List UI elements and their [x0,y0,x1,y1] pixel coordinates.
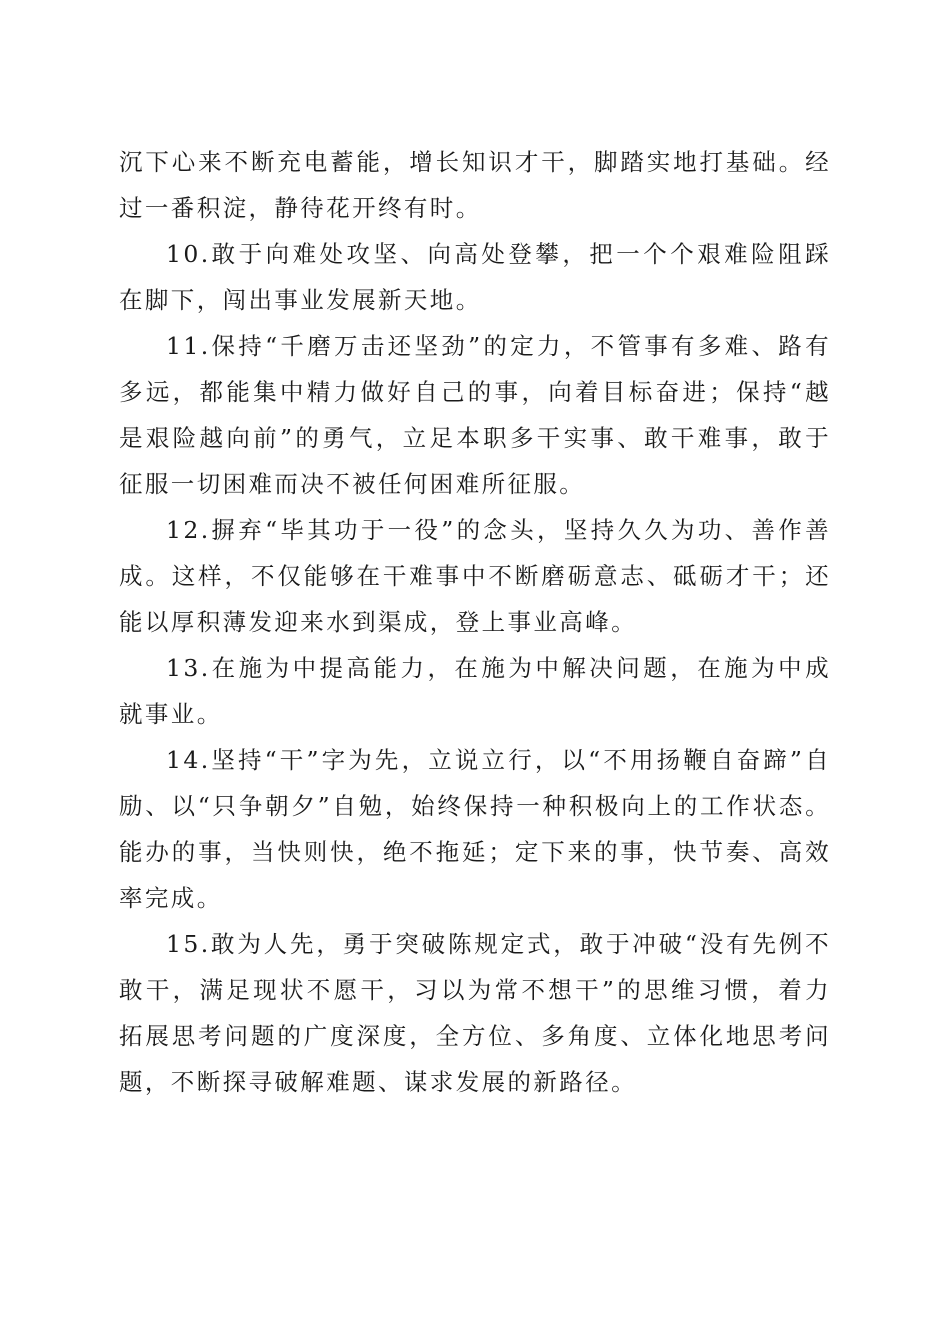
paragraph-continued: 沉下心来不断充电蓄能，增长知识才干，脚踏实地打基础。经过一番积淀，静待花开终有时。 [119,148,831,222]
paragraph-item-12: 12.摒弃“毕其功于一役”的念头，坚持久久为功、善作善成。这样，不仅能够在干难事中不断磨砺意志、砥砺才干；还能以厚积薄发迎来水到渠成，登上事业高峰。 [119,516,831,636]
paragraph-item-10: 10.敢于向难处攻坚、向高处登攀，把一个个艰难险阻踩在脚下，闯出事业发展新天地。 [119,240,831,314]
paragraph-item-14: 14.坚持“干”字为先，立说立行，以“不用扬鞭自奋蹄”自励、以“只争朝夕”自勉，始终保持一种积极向上的工作状态。能办的事，当快则快，绝不拖延；定下来的事，快节奏、高效率完成。 [119,746,831,912]
document-body [119,139,831,1105]
paragraph-item-13: 13.在施为中提高能力，在施为中解决问题，在施为中成就事业。 [119,654,831,728]
paragraph-item-11: 11.保持“千磨万击还坚劲”的定力，不管事有多难、路有多远，都能集中精力做好自己的事，向着目标奋进；保持“越是艰险越向前”的勇气，立足本职多干实事、敢干难事，敢于征服一切困难而决不被任何困难所征服。 [119,332,831,498]
paragraph-item-15: 15.敢为人先，勇于突破陈规定式，敢于冲破“没有先例不敢干，满足现状不愿干，习以为常不想干”的思维习惯，着力拓展思考问题的广度深度，全方位、多角度、立体化地思考问题，不断探寻破解难题、谋求发展的新路径。 [119,930,831,1096]
